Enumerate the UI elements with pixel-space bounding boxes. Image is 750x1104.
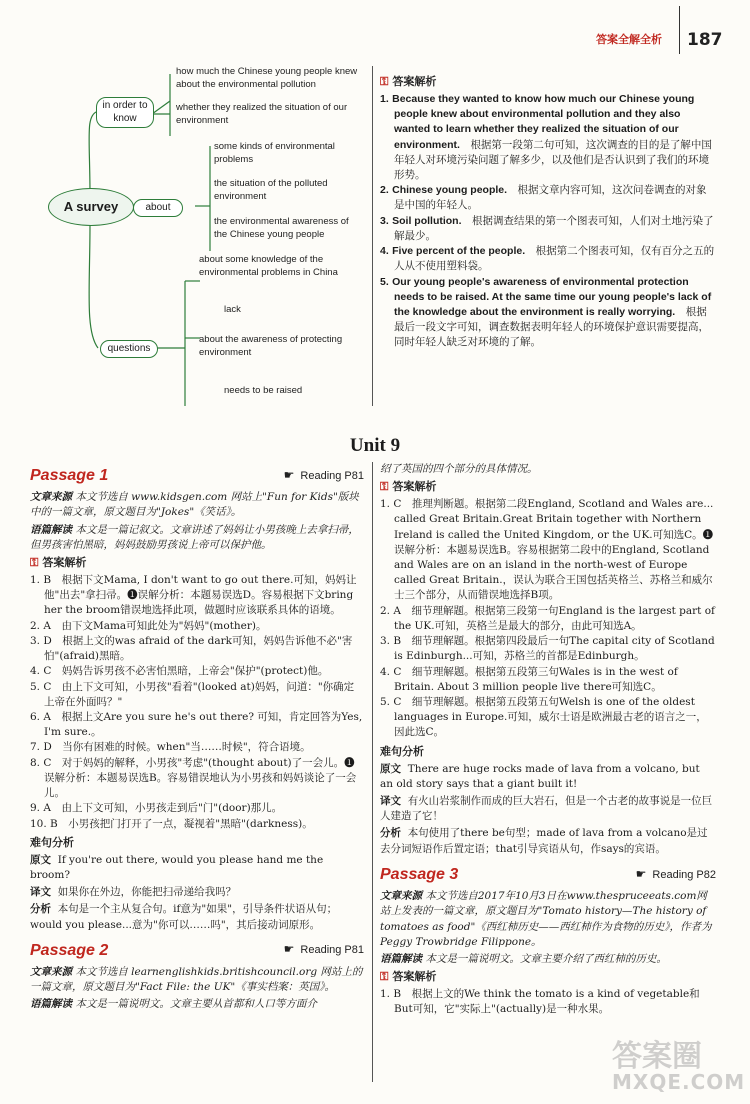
- answer-item: 2. A 细节理解题。根据第三段第一句England is the largest part of the UK.可知，英格兰是最大的部分，由此可知选A。: [380, 604, 715, 632]
- answer-chinese: 根据最后一段文字可知，调查数据表明年轻人的环境保护意识需要提高，同时年轻人缺乏对环境的了解。: [394, 306, 709, 349]
- answers-heading: ⚿ 答案解析: [380, 970, 437, 984]
- answer-chinese: 根据调查结果的第一个图表可知，人们对土地污染了解最少。: [394, 214, 714, 242]
- p3-source-text: 本文节选自2017年10月3日在www.thespruceeats.com网站上发表的一篇文章，原文题目为"Tomato history—The history of tomatoes as food"《西红柿历史——西红柿作为食物的历史》，作者为Peggy Trowbridge Filippone。: [380, 890, 712, 948]
- answer-chinese: 根据第二个图表可知，仅有百分之五的人从不使用塑料袋。: [394, 245, 715, 273]
- answer-english: Five percent of the people.: [392, 245, 526, 258]
- analysis-label: 分析: [30, 903, 51, 916]
- reading-ref: ☛ Reading P81: [283, 467, 364, 482]
- summary-label: 语篇解读: [30, 998, 72, 1011]
- answer-item: 4. C 细节理解题。根据第五段第三句Wales is in the west of Britain. About 3 million people live there可知选C。: [380, 665, 678, 693]
- answer-item: [380, 92, 716, 183]
- answer-english: Chinese young people.: [392, 184, 508, 197]
- answer-number: 5.: [380, 275, 389, 288]
- mindmap-item: how much the Chinese young people knew about the environmental pollution: [176, 66, 358, 90]
- mindmap-branch-about: about: [133, 199, 183, 217]
- p2-summary-text: 本文是一篇说明文。文章主要从首都和人口等方面介: [75, 998, 317, 1011]
- analysis-label: 分析: [380, 827, 401, 840]
- answer-item: 7. D 当你有困难的时候。when"当……时候"，符合语境。: [30, 741, 311, 754]
- answer-item: 1. C 推理判断题。根据第二段England, Scotland and Wales are... called Great Britain.Great Britain together with Northern Ireland is called the United Kingdom, or the UK.可知选C。❶误解分析：本题易误选B。容易根据第二段中的England, Scotland and Wales are on an island in the north-west of Europe called Great Britain.，误认为联合王国包括英格兰、苏格兰和威尔士三个部分，从而错误地选择B项。: [380, 498, 714, 602]
- pointing-hand-icon: ☛: [635, 866, 647, 881]
- reading-ref: ☛ Reading P81: [283, 942, 364, 957]
- key-icon: ⚿: [380, 970, 389, 984]
- answer-english: Our young people's awareness of environmental protection needs to be raised. At the same time our young people's lack of the knowledge about the environment is really worrying.: [392, 275, 712, 318]
- passage-3-header: [380, 863, 716, 886]
- answer-number: 4.: [380, 245, 389, 258]
- continued-text: 绍了英国的四个部分的具体情况。: [380, 463, 538, 475]
- passage-1-title: Passage 1: [30, 467, 109, 484]
- page-number: 187: [687, 30, 723, 50]
- pointing-hand-icon: ☛: [283, 467, 295, 482]
- trans-label: 译文: [380, 795, 401, 808]
- passage-2-title: Passage 2: [30, 941, 109, 959]
- difficult-heading: 难句分析: [380, 744, 424, 758]
- reading-ref: ☛ Reading P82: [635, 866, 716, 881]
- orig-label: 原文: [30, 853, 51, 866]
- answers-heading: ⚿ 答案解析: [380, 480, 437, 494]
- orig-text: There are huge rocks made of lava from a volcano, but an old story says that a giant built it!: [380, 762, 700, 790]
- key-icon: ⚿: [380, 75, 389, 88]
- source-label: 文章来源: [30, 965, 72, 978]
- key-icon: ⚿: [30, 556, 39, 570]
- passage-1-header: [30, 464, 364, 487]
- answer-item: 5. C 细节理解题。根据第五段第五句Welsh is one of the oldest languages in Europe.可知，威尔士语是欧洲最古老的语言之一，因此选C。: [380, 696, 707, 739]
- mindmap-center: A survey: [48, 188, 134, 226]
- answer-item: 1. B 根据上文的We think the tomato is a kind of vegetable和But可知，它"实际上"(actually)是一种水果。: [380, 988, 700, 1016]
- analysis-text: 本句使用了there be句型；made of lava from a volcano是过去分词短语作后置定语；that引导宾语从句，作says的宾语。: [380, 827, 708, 855]
- answer-item: 3. B 细节理解题。根据第四段最后一句The capital city of Scotland is Edinburgh...可知，苏格兰的首都是Edinburgh。: [380, 635, 715, 663]
- mindmap-item: the environmental awareness of the Chinese young people: [214, 216, 349, 240]
- answer-item: 8. C 对于妈妈的解释，小男孩"考虑"(thought about)了一会儿。❶误解分析：本题易误选B。容易错误地认为小男孩和妈妈谈论了一会儿。: [30, 756, 357, 800]
- answer-item: 5. C 由上下文可知，小男孩"看着"(looked at)妈妈，问道："你确定上帝在外面吗？": [30, 680, 355, 708]
- orig-text: If you're out there, would you please hand me the broom?: [30, 853, 324, 881]
- mindmap-branch-in-order: in order to know: [96, 97, 154, 128]
- orig-label: 原文: [380, 762, 401, 775]
- answer-item: 2. A 由下文Mama可知此处为"妈妈"(mother)。: [30, 619, 267, 632]
- summary-text: 本文是一篇记叙文。文章讲述了妈妈让小男孩晚上去拿扫帚，但男孩害怕黑暗，妈妈鼓励男孩说上帝可以保护他。: [30, 523, 359, 551]
- answer-number: 2.: [380, 184, 389, 197]
- unit-title: Unit 9: [349, 435, 401, 456]
- header-title: 答案全解全析: [596, 33, 662, 46]
- answer-chinese: 根据文章内容可知，这次问卷调查的对象是中国的年轻人。: [394, 184, 707, 212]
- left-column: [30, 462, 364, 1015]
- mindmap-item: lack: [224, 304, 241, 315]
- column-divider: [372, 66, 373, 406]
- top-answers: [380, 72, 716, 351]
- answer-item: 1. B 根据下文Mama, I don't want to go out there.可知，妈妈让他"出去"拿扫帚。❶误解分析：本题易误选D。容易根据下文bring her the broom错误地选择此项，做题时应该联系具体的语境。: [30, 574, 357, 617]
- answer-chinese: 根据第一段第二句可知，这次调查的目的是了解中国年轻人对环境污染问题了解多少，以及他们是否认识到了我们的环境形势。: [394, 138, 712, 182]
- answer-item: [380, 183, 716, 213]
- source-label: 文章来源: [380, 890, 422, 903]
- source-label: 文章来源: [30, 491, 72, 504]
- summary-label: 语篇解读: [380, 952, 422, 965]
- trans-text: 有火山岩浆制作而成的巨大岩石，但是一个古老的故事说是一位巨人建造了它！: [380, 795, 713, 823]
- key-icon: ⚿: [380, 480, 389, 494]
- answer-item: [380, 214, 716, 244]
- mindmap-item: whether they realized the situation of our environment: [176, 102, 348, 126]
- analysis-text: 本句是一个主从复合句。if意为"如果"，引导条件状语从句；would you please...意为"你可以……吗"，其后接动词原形。: [30, 903, 338, 931]
- watermark: 答案圈 MXQE.COM: [612, 1039, 746, 1094]
- mindmap-branch-questions: questions: [100, 340, 158, 358]
- trans-label: 译文: [30, 886, 51, 899]
- passage-2-header: [30, 939, 364, 962]
- mindmap-item: about the awareness of protecting environment: [199, 334, 343, 358]
- answer-item: 3. D 根据上文的was afraid of the dark可知，妈妈告诉他不必"害怕"(afraid)黑暗。: [30, 634, 353, 663]
- answers-heading: ⚿ 答案解析: [380, 75, 437, 88]
- right-column: [380, 462, 716, 1018]
- pointing-hand-icon: ☛: [283, 942, 295, 957]
- mindmap-item: about some knowledge of the environmental problems in China: [199, 254, 338, 278]
- answer-item: [380, 275, 716, 351]
- answer-english: Soil pollution.: [392, 214, 462, 227]
- source-text: 本文节选自 www.kidsgen.com 网站上"Fun for Kids"版块中的一篇文章，原文题目为"Jokes"《笑话》。: [30, 491, 359, 519]
- answer-number: 1.: [380, 92, 389, 105]
- mindmap-item: needs to be raised: [224, 385, 303, 396]
- mindmap-item: the situation of the polluted environment: [214, 178, 328, 202]
- answer-item: 4. C 妈妈告诉男孩不必害怕黑暗，上帝会"保护"(protect)他。: [30, 665, 329, 678]
- difficult-heading: 难句分析: [30, 835, 74, 849]
- p2-source-text: 本文节选自 learnenglishkids.britishcouncil.org 网站上的一篇文章，原文题目为"Fact File: the UK"《事实档案：英国》。: [30, 965, 363, 994]
- column-divider: [372, 462, 373, 1082]
- passage-3-title: Passage 3: [380, 865, 459, 883]
- answer-item: 9. A 由上下文可知，小男孩走到后"门"(door)那儿。: [30, 802, 283, 815]
- trans-text: 如果你在外边，你能把扫帚递给我吗？: [57, 886, 237, 899]
- answer-item: 6. A 根据上文Are you sure he's out there? 可知，肯定回答为Yes, I'm sure.。: [30, 710, 363, 739]
- answer-item: [380, 244, 716, 274]
- p3-summary-text: 本文是一篇说明文。文章主要介绍了西红柿的历史。: [425, 952, 667, 965]
- answer-item: 10. B 小男孩把门打开了一点，凝视着"黑暗"(darkness)。: [30, 817, 313, 830]
- summary-label: 语篇解读: [30, 523, 72, 536]
- answers-heading: ⚿ 答案解析: [30, 556, 87, 570]
- answer-english: Because they wanted to know how much our Chinese young people knew about environmental pollution and they also wanted to learn whether they realized the situation of our environment.: [392, 92, 695, 151]
- mindmap-item: some kinds of environmental problems: [214, 141, 335, 165]
- header-divider: [679, 6, 680, 54]
- answer-number: 3.: [380, 214, 389, 227]
